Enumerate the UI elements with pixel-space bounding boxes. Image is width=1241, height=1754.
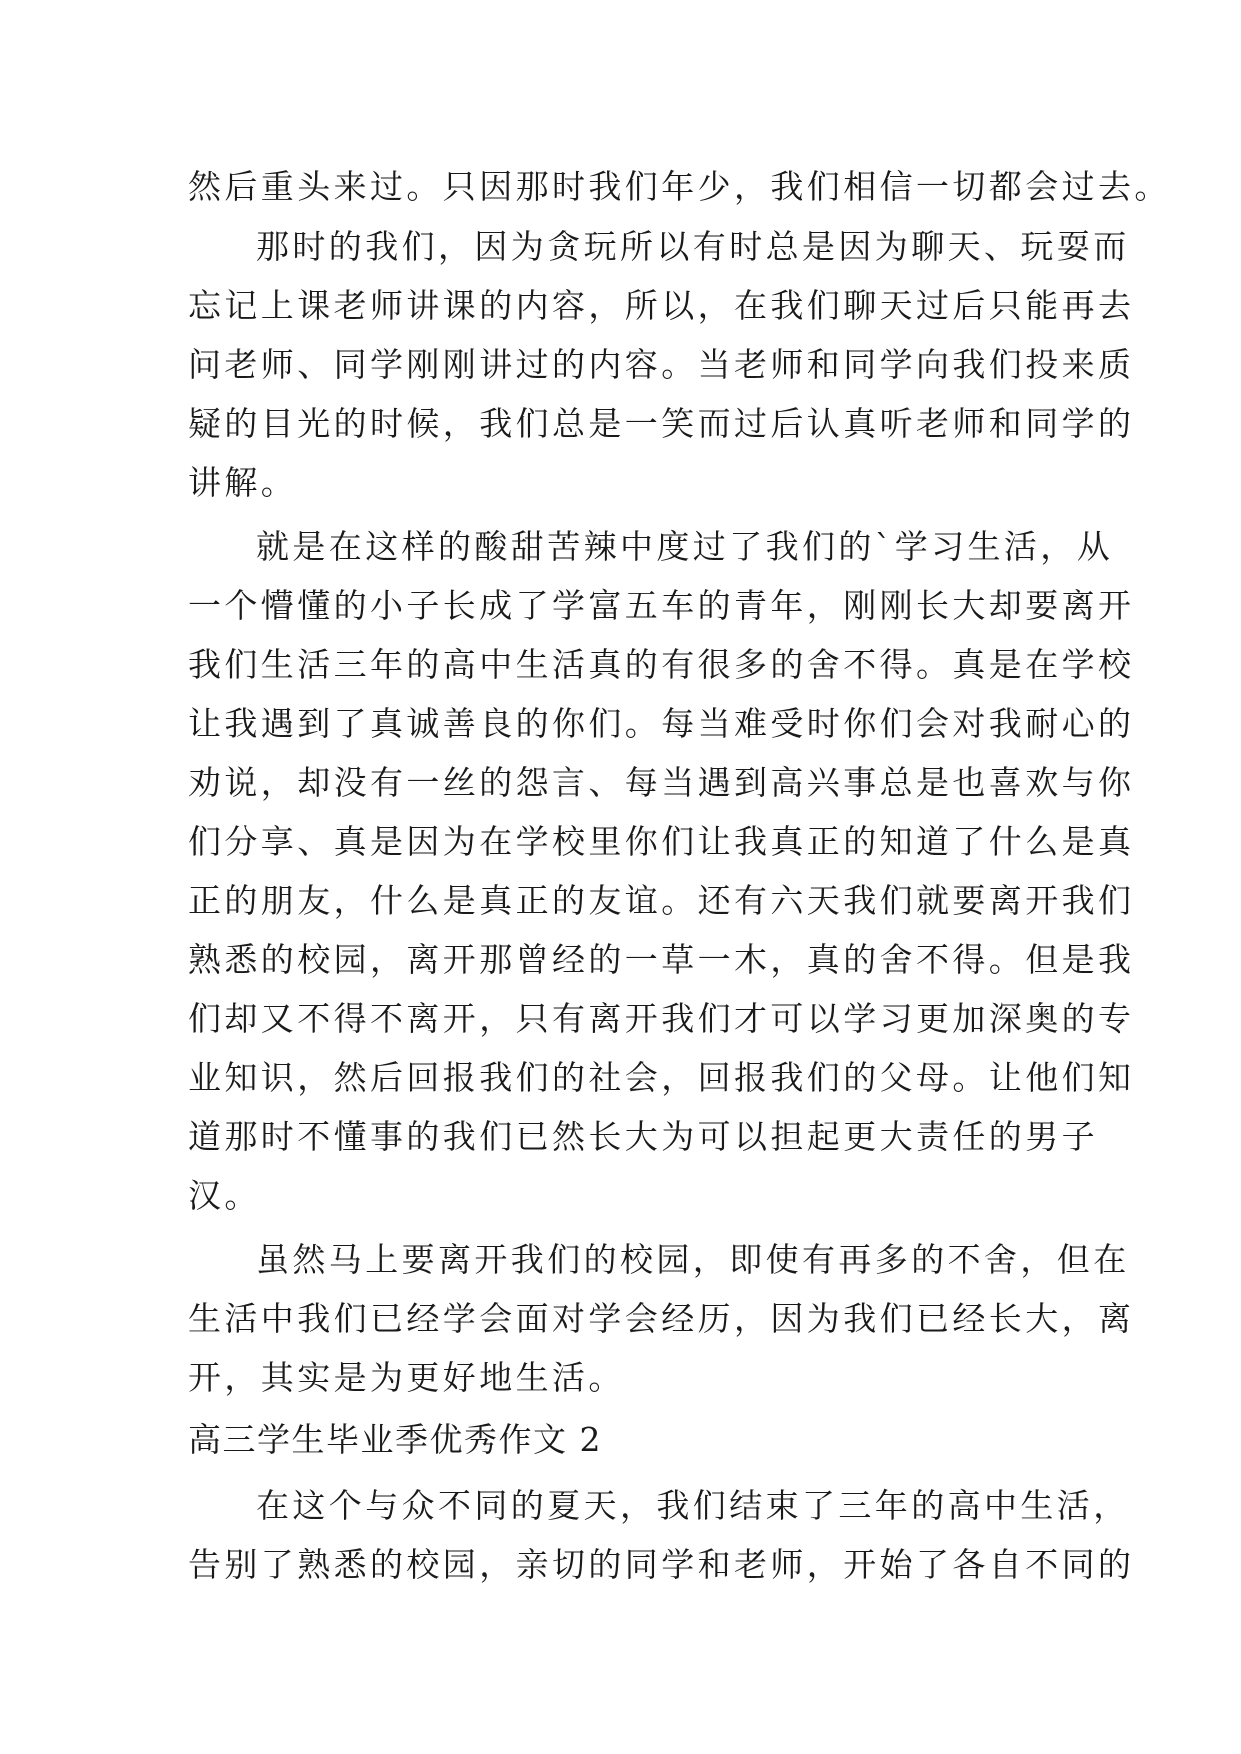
paragraph-line: 问老师、同学刚刚讲过的内容。当老师和同学向我们投来质: [188, 345, 1135, 384]
paragraph-line: 讲解。: [188, 463, 298, 502]
paragraph-line: 生活中我们已经学会面对学会经历，因为我们已经长大，离: [188, 1299, 1135, 1338]
paragraph-line: 虽然马上要离开我们的校园，即使有再多的不舍，但在: [256, 1240, 1130, 1279]
paragraph-line: 一个懵懂的小子长成了学富五车的青年，刚刚长大却要离开: [188, 586, 1135, 625]
paragraph-line: 们却又不得不离开，只有离开我们才可以学习更加深奥的专: [188, 999, 1135, 1038]
paragraph-line: 那时的我们，因为贪玩所以有时总是因为聊天、玩耍而: [256, 227, 1130, 266]
paragraph-line: 们分享、真是因为在学校里你们让我真正的知道了什么是真: [188, 822, 1135, 861]
section-heading: 高三学生毕业季优秀作文 2: [188, 1420, 602, 1459]
paragraph-line: 我们生活三年的高中生活真的有很多的舍不得。真是在学校: [188, 645, 1135, 684]
paragraph-line: 疑的目光的时候，我们总是一笑而过后认真听老师和同学的: [188, 404, 1135, 443]
paragraph-line: 让我遇到了真诚善良的你们。每当难受时你们会对我耐心的: [188, 704, 1135, 743]
paragraph-line: 告别了熟悉的校园，亲切的同学和老师，开始了各自不同的: [188, 1545, 1135, 1584]
paragraph-line: 汉。: [188, 1176, 261, 1215]
paragraph-line: 劝说，却没有一丝的怨言、每当遇到高兴事总是也喜欢与你: [188, 763, 1135, 802]
paragraph-line: 就是在这样的酸甜苦辣中度过了我们的`学习生活，从: [256, 527, 1114, 566]
paragraph-line: 熟悉的校园，离开那曾经的一草一木，真的舍不得。但是我: [188, 940, 1135, 979]
paragraph-line: 正的朋友，什么是真正的友谊。还有六天我们就要离开我们: [188, 881, 1135, 920]
paragraph-line: 道那时不懂事的我们已然长大为可以担起更大责任的男子: [188, 1117, 1098, 1156]
paragraph-line: 然后重头来过。只因那时我们年少，我们相信一切都会过去。: [188, 167, 1171, 206]
paragraph-line: 在这个与众不同的夏天，我们结束了三年的高中生活，: [256, 1486, 1130, 1525]
paragraph-line: 业知识，然后回报我们的社会，回报我们的父母。让他们知: [188, 1058, 1135, 1097]
paragraph-line: 忘记上课老师讲课的内容，所以，在我们聊天过后只能再去: [188, 286, 1135, 325]
paragraph-line: 开，其实是为更好地生活。: [188, 1358, 625, 1397]
